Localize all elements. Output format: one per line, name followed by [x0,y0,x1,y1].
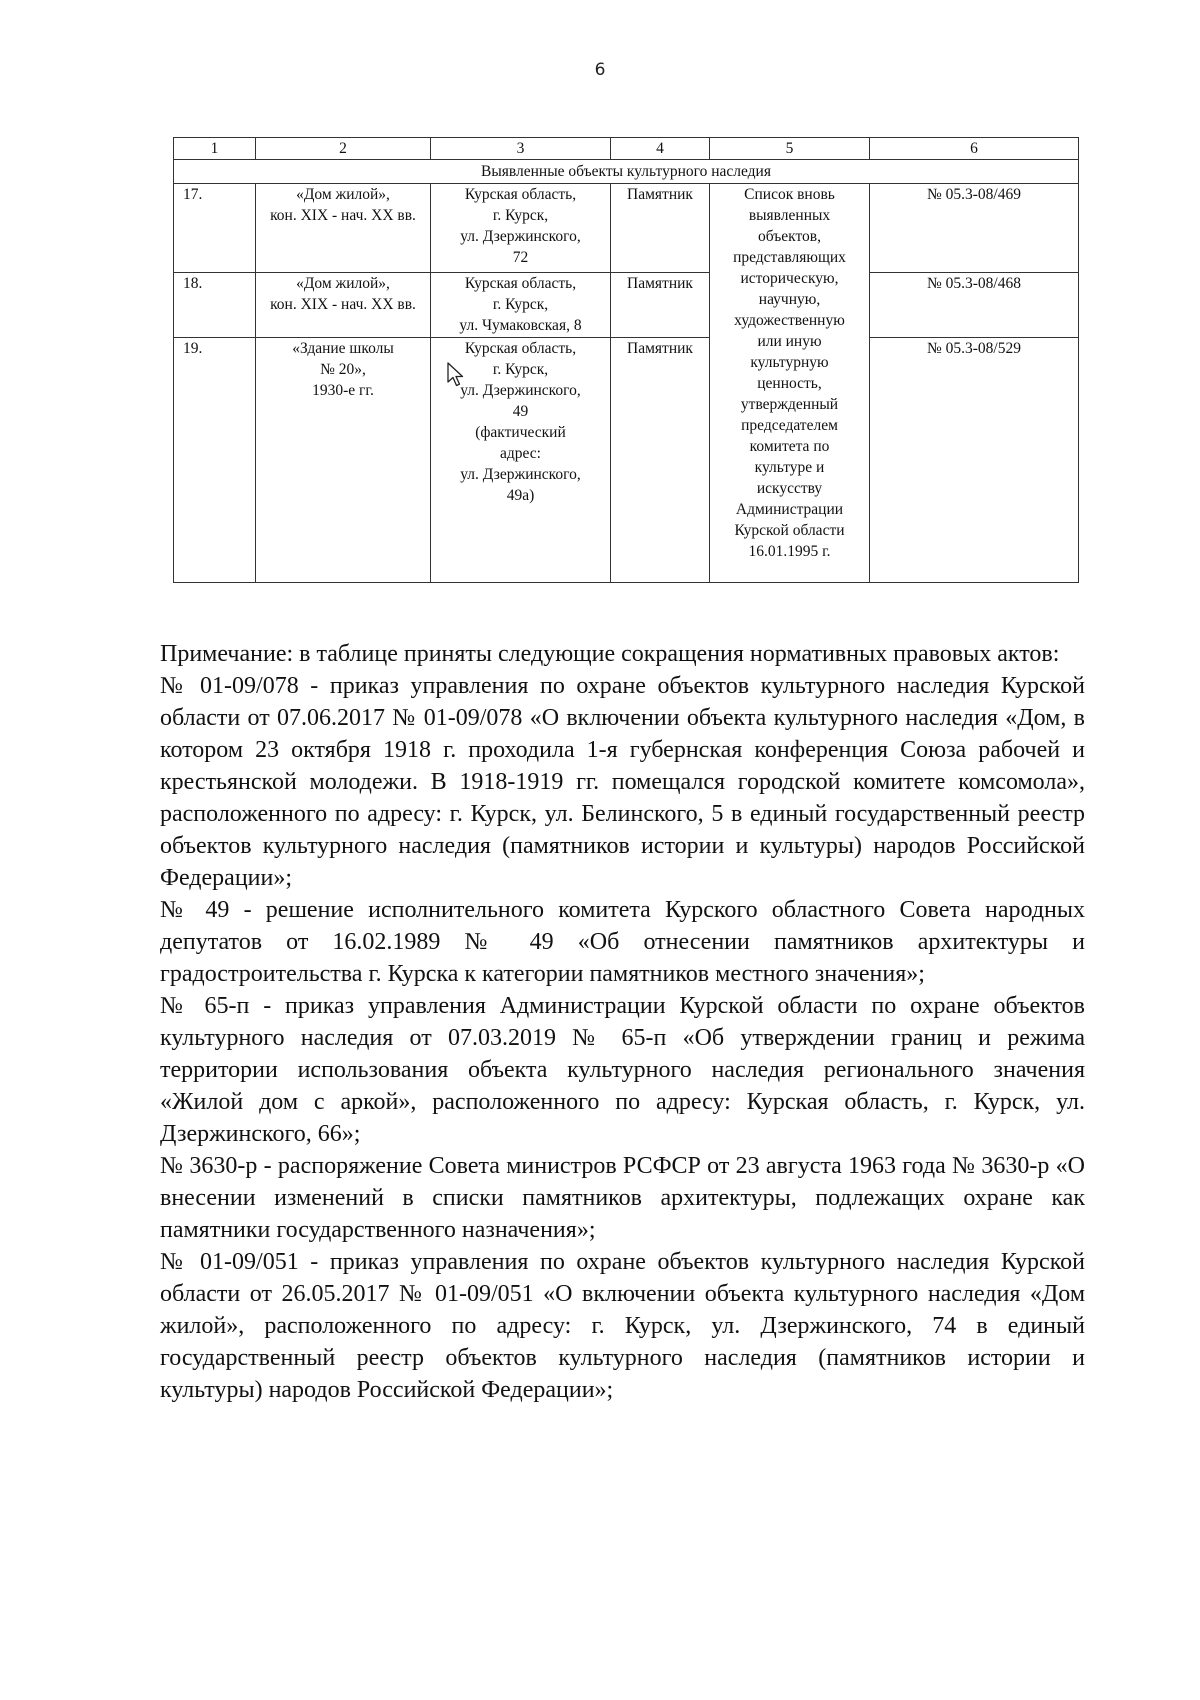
address-line: г. Курск, [492,361,549,378]
address-line: 72 [512,249,529,266]
column-number: 2 [256,138,431,160]
object-name-line: 1930-е гг. [312,382,374,399]
address-line: ул. Дзержинского, [460,382,581,399]
table-row [174,338,1079,583]
mouse-pointer-icon [446,362,468,388]
column-number: 5 [710,138,870,160]
address-cell [431,184,611,273]
address-line: Курская область, [464,275,577,292]
note-item: № 01-09/078 - приказ управления по охране объектов культурного наследия Курской области от 07.06.2017 № 01-09/078 «О включении объекта культурного наследия «Дом, в котором 23 октября 1918 г. проходила 1-я губернская конференция Союза рабочей и крестьянской молодежи. В 1918-1919 гг. помещался городской комитете комсомола», расположенного по адресу: г. Курск, ул. Белинского, 5 в единый государственный реестр объектов культурного наследия (памятников истории и культуры) народов Российской Федерации»; [160,673,1085,891]
address-line: Курская область, [464,340,577,357]
basis-line: научную, [758,291,821,308]
object-name-line: кон. XIX - нач. XX вв. [270,207,416,224]
column-numbers-row [174,138,1079,160]
object-name-line: «Дом жилой», [296,275,390,292]
object-type-cell: Памятник [611,184,710,273]
page-number: 6 [594,60,606,80]
basis-line: утвержденный [740,396,839,413]
basis-line: историческую, [740,270,839,287]
object-name-line: «Дом жилой», [296,186,390,203]
act-number-cell: № 05.3-08/468 [870,273,1079,338]
act-number-cell: № 05.3-08/529 [870,338,1079,583]
column-number: 6 [870,138,1079,160]
address-line: Курская область, [464,186,577,203]
basis-line: председателем [741,417,838,434]
basis-line: Администрации [735,501,844,518]
basis-line: комитета по [749,438,830,455]
basis-line: ценность, [757,375,822,392]
object-name-line: кон. XIX - нач. XX вв. [270,296,416,313]
address-line: г. Курск, [492,207,549,224]
basis-line: художественную [734,312,845,329]
address-line: 49 [512,403,529,420]
row-number: 19. [174,338,256,583]
address-line: г. Курск, [492,296,549,313]
basis-line: 16.01.1995 г. [748,543,831,560]
object-type-cell: Памятник [611,273,710,338]
section-title: Выявленные объекты культурного наследия [174,160,1079,184]
row-number: 17. [174,184,256,273]
act-number-cell: № 05.3-08/469 [870,184,1079,273]
object-name-line: № 20», [320,361,366,378]
basis-line: объектов, [758,228,821,245]
basis-line: культурную [750,354,829,371]
basis-line: культуре и [754,459,825,476]
table-row [174,184,1079,273]
heritage-objects-table [173,137,1079,583]
basis-line: представляющих [733,249,846,266]
object-name-cell [256,338,431,583]
note-item: № 49 - решение исполнительного комитета Курского областного Совета народных депутатов от 16.02.1989 № 49 «Об отнесении памятников архитектуры и градостроительства г. Курска к категории памятников местного значения»; [160,897,1085,987]
address-line: ул. Дзержинского, [460,466,581,483]
note-item: № 01-09/051 - приказ управления по охране объектов культурного наследия Курской области от 26.05.2017 № 01-09/051 «О включении объекта культурного наследия «Дом жилой», расположенного по адресу: г. Курск, ул. Дзержинского, 74 в единый государственный реестр объектов культурного наследия (памятников истории и культуры) народов Российской Федерации»; [160,1249,1085,1403]
basis-line: искусству [756,480,823,497]
row-number: 18. [174,273,256,338]
column-number: 3 [431,138,611,160]
address-line: адрес: [500,445,541,462]
object-name-cell [256,184,431,273]
column-number: 1 [174,138,256,160]
object-name-line: «Здание школы [292,340,394,357]
basis-line: Список вновь [744,186,835,203]
object-name-cell [256,273,431,338]
note-item: № 65-п - приказ управления Администрации Курской области по охране объектов культурного наследия от 07.03.2019 № 65-п «Об утверждении границ и режима территории использования объекта культурного наследия регионального значения «Жилой дом с аркой», расположенного по адресу: Курская область, г. Курск, ул. Дзержинского, 66»; [160,993,1085,1147]
column-number: 4 [611,138,710,160]
address-line: (фактический [475,424,566,441]
address-line: ул. Дзержинского, [460,228,581,245]
address-line: 49а) [506,487,535,504]
basis-line: или иную [757,333,822,350]
basis-document-cell [710,184,870,583]
section-header-row [174,160,1079,184]
table-row [174,273,1079,338]
address-cell [431,273,611,338]
basis-line: Курской области [734,522,845,539]
notes-section [160,638,1085,1406]
notes-intro: Примечание: в таблице приняты следующие сокращения нормативных правовых актов: [160,641,1060,667]
basis-line: выявленных [748,207,831,224]
note-item: № 3630-р - распоряжение Совета министров РСФСР от 23 августа 1963 года № 3630-р «О внесении изменений в списки памятников архитектуры, подлежащих охране как памятники государственного назначения»; [160,1153,1085,1243]
object-type-cell: Памятник [611,338,710,583]
address-line: ул. Чумаковская, 8 [459,317,582,334]
